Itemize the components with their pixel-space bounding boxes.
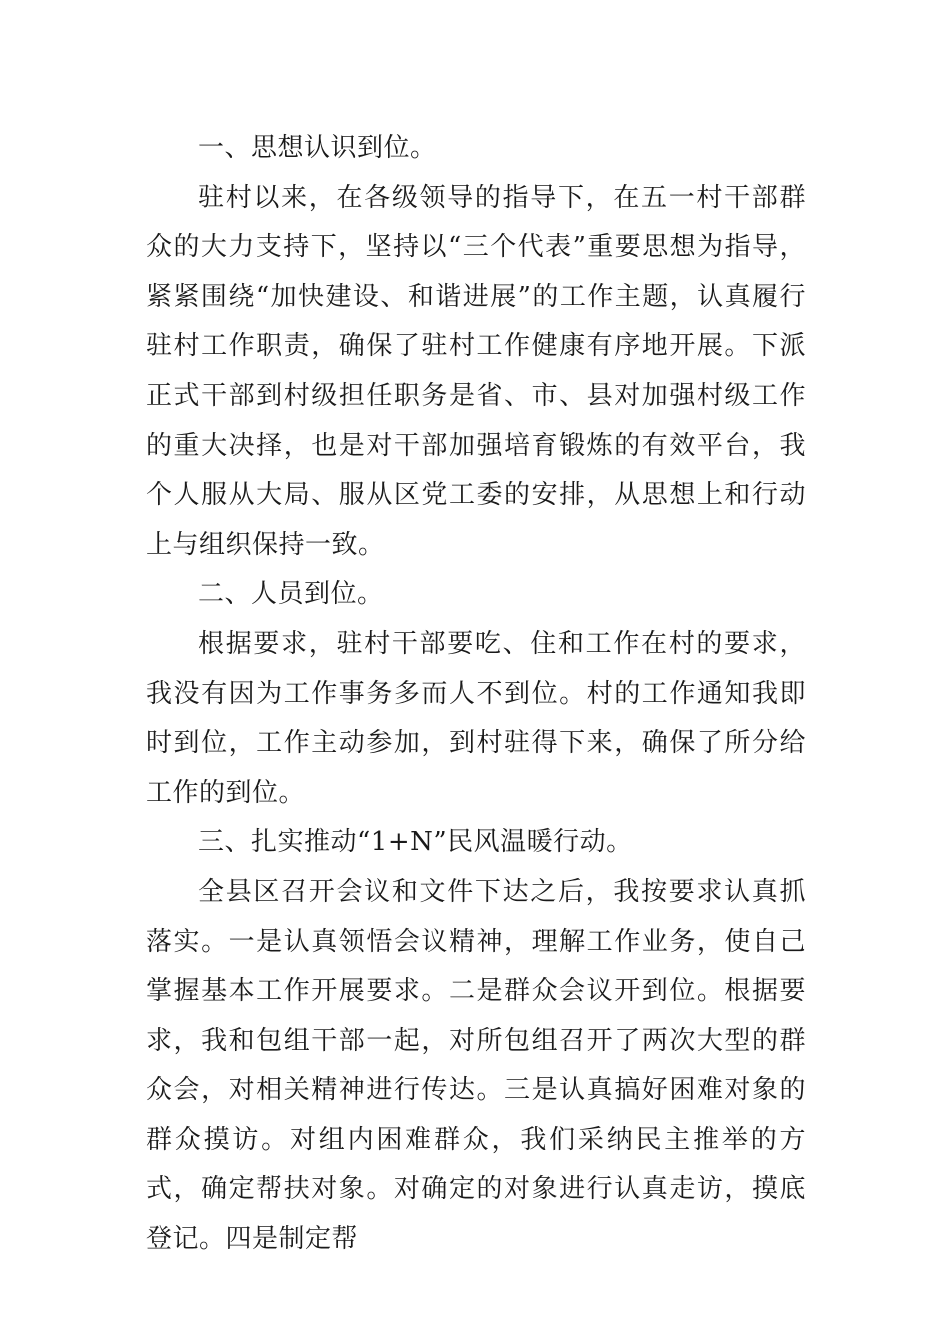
section-heading-2: 二、人员到位。 — [198, 579, 384, 610]
section-heading-1: 一、思想认识到位。 — [198, 133, 437, 163]
section-heading-3: 三、扎实推动“1+N”民风温暖行动。 — [198, 827, 633, 858]
body-paragraph-3: 全县区召开会议和文件下达之后，我按要求认真抓落实。一是认真领悟会议精神，理解工作业务，使自己掌握基本工作开展要求。二是群众会议开到位。根据要求，我和包组干部一起，对所包组召开了两次大型的群众会，对相关精神进行传达。三是认真搞好困难对象的群众摸访。对组内困难群众，我们采纳民主推举的方式，确定帮扶对象。对确定的对象进行认真走访，摸底登记。四是制定帮 — [146, 876, 806, 1255]
body-paragraph-1: 驻村以来，在各级领导的指导下，在五一村干部群众的大力支持下，坚持以“三个代表”重要思想为指导，紧紧围绕“加快建设、和谐进展”的工作主题，认真履行驻村工作职责，确保了驻村工作健康有序地开展。下派正式干部到村级担任职务是省、市、县对加强村级工作的重大决择，也是对干部加强培育锻炼的有效平台，我个人服从大局、服从区党工委的安排，从思想上和行动上与组织保持一致。 — [146, 182, 806, 560]
document-body — [146, 124, 806, 1265]
body-paragraph-2: 根据要求，驻村干部要吃、住和工作在村的要求，我没有因为工作事务多而人不到位。村的工作通知我即时到位，工作主动参加，到村驻得下来，确保了所分给工作的到位。 — [146, 628, 806, 808]
